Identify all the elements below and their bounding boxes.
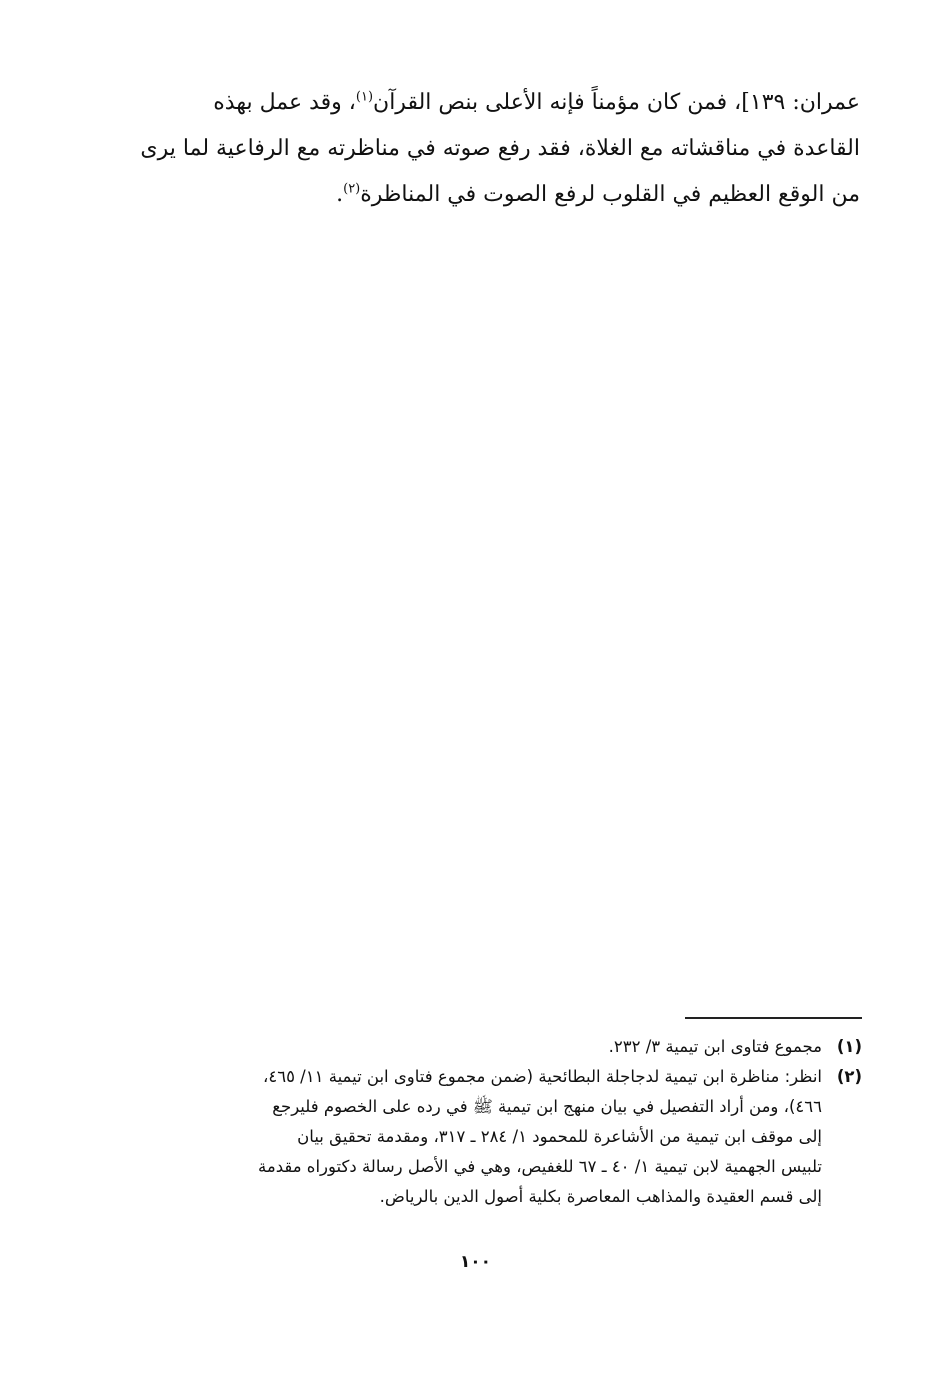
paragraph-line xyxy=(100,80,860,126)
footnote-line: انظر: مناظرة ابن تيمية لدجاجلة البطائحية (ضمن مجموع فتاوى ابن تيمية ١١/ ٤٦٥، xyxy=(263,1067,822,1086)
line-text: من الوقع العظيم في القلوب لرفع الصوت في المناظرة xyxy=(360,182,860,207)
footnotes xyxy=(100,1032,862,1212)
footnote-line: تلبيس الجهمية لابن تيمية ١/ ٤٠ ـ ٦٧ للغفيص، وهي في الأصل رسالة دكتوراه مقدمة xyxy=(258,1157,822,1176)
footnote-line: إلى موقف ابن تيمية من الأشاعرة للمحمود ١/ ٢٨٤ ـ ٣١٧، ومقدمة تحقيق بيان xyxy=(297,1127,822,1146)
line-text: عمران: ١٣٩]، فمن كان مؤمناً فإنه الأعلى بنص القرآن xyxy=(373,90,860,115)
main-paragraph xyxy=(100,80,860,218)
line-text: القاعدة في مناقشاته مع الغلاة، فقد رفع صوته في مناظرته مع الرفاعية لما يرى xyxy=(140,136,860,161)
footnote-reference: (١) xyxy=(355,89,374,105)
footnote-item xyxy=(100,1062,862,1212)
line-text: ، وقد عمل بهذه xyxy=(213,90,356,115)
footnote-reference: (٢) xyxy=(343,181,361,197)
paragraph-line xyxy=(100,126,860,172)
footnote-separator xyxy=(685,1017,862,1019)
footnote-text xyxy=(100,1032,822,1062)
footnote-text xyxy=(100,1062,822,1212)
footnote-number: (١) xyxy=(836,1037,862,1056)
paragraph-line xyxy=(100,172,860,218)
footnote-line: إلى قسم العقيدة والمذاهب المعاصرة بكلية أصول الدين بالرياض. xyxy=(379,1187,822,1206)
footnote-line: ٤٦٦)، ومن أراد التفصيل في بيان منهج ابن تيمية ﷺ في رده على الخصوم فليرجع xyxy=(272,1097,822,1116)
footnote-item xyxy=(100,1032,862,1062)
footnote-line: مجموع فتاوى ابن تيمية ٣/ ٢٣٢. xyxy=(608,1037,822,1056)
page-number: ١٠٠ xyxy=(459,1252,492,1272)
footnote-number: (٢) xyxy=(836,1067,862,1086)
line-text: . xyxy=(336,182,344,207)
